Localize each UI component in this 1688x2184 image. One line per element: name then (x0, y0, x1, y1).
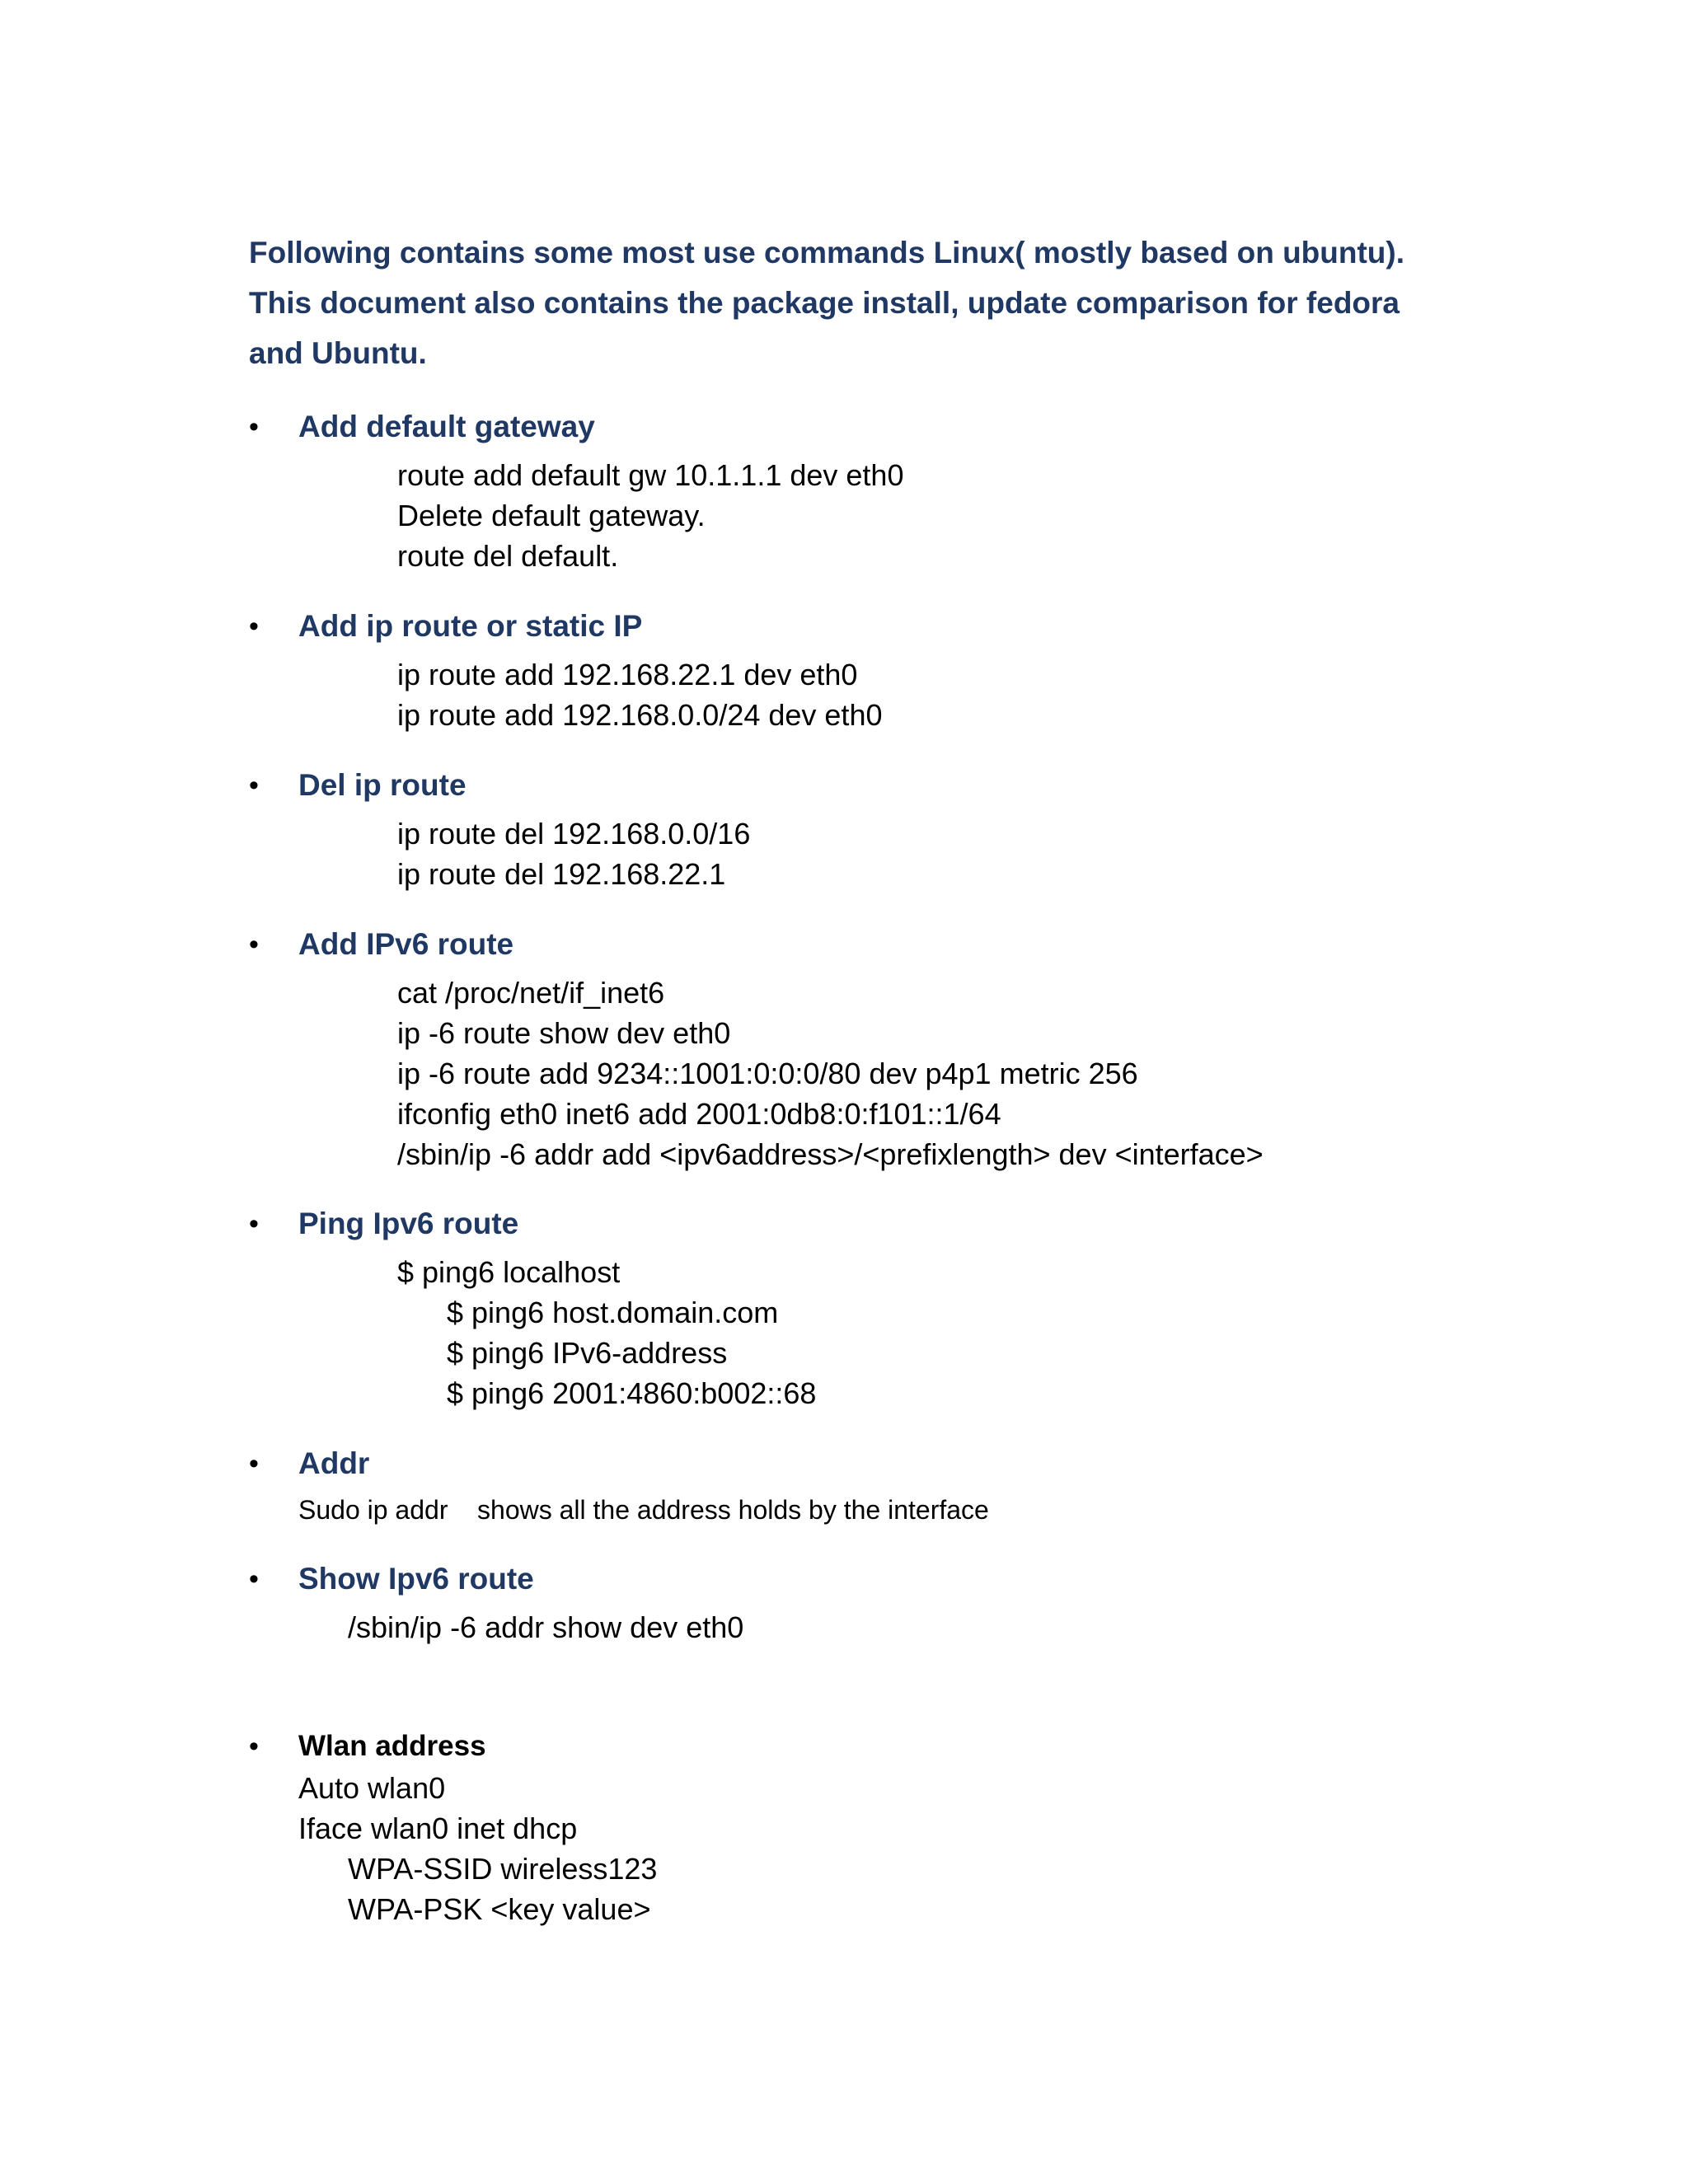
command-line: Iface wlan0 inet dhcp (298, 1811, 578, 1845)
command-line: ip -6 route show dev eth0 (397, 1016, 731, 1050)
command-line: ip route del 192.168.22.1 (397, 857, 726, 891)
section-title: Addr (298, 1446, 370, 1480)
intro-line-2: This document also contains the package install, update comparison for fedora (249, 286, 1400, 320)
command-line: $ ping6 localhost (397, 1255, 621, 1289)
section-title: Del ip route (298, 768, 467, 802)
section-wlan (249, 1725, 486, 1768)
section-title: Show Ipv6 route (298, 1562, 534, 1596)
command-line: Delete default gateway. (397, 499, 706, 532)
command-line: route del default. (397, 539, 619, 573)
bullet-icon: • (249, 929, 259, 960)
command-line: WPA-SSID wireless123 (348, 1852, 658, 1886)
section-show-ipv6 (249, 1558, 534, 1601)
bullet-icon: • (249, 411, 259, 443)
command-line: ip route del 192.168.0.0/16 (397, 817, 751, 851)
section-title: Add ip route or static IP (298, 609, 643, 643)
section-ipv6-route (249, 923, 513, 966)
command-line: /sbin/ip -6 addr show dev eth0 (348, 1610, 744, 1644)
command-line: ip route add 192.168.0.0/24 dev eth0 (397, 698, 883, 732)
bullet-icon: • (249, 1563, 259, 1595)
section-del-route (249, 764, 467, 807)
section-addr (249, 1442, 369, 1485)
intro-paragraph (249, 227, 1485, 378)
section-title: Add IPv6 route (298, 927, 514, 961)
command-line: cat /proc/net/if_inet6 (397, 976, 665, 1010)
bullet-icon: • (249, 1731, 259, 1762)
intro-line-3: and Ubuntu. (249, 336, 427, 370)
command-line: ip route add 192.168.22.1 dev eth0 (397, 658, 858, 691)
command-line: $ ping6 2001:4860:b002::68 (447, 1376, 817, 1410)
command-line: /sbin/ip -6 addr add <ipv6address>/<prefixlength> dev <interface> (397, 1137, 1264, 1171)
section-title: Ping Ipv6 route (298, 1207, 519, 1240)
bullet-icon: • (249, 1208, 259, 1240)
bullet-icon: • (249, 1448, 259, 1479)
command-line: Sudo ip addr shows all the address holds by the interface (298, 1495, 989, 1525)
command-line: ifconfig eth0 inet6 add 2001:0db8:0:f101::1/64 (397, 1097, 1001, 1131)
command-line: Auto wlan0 (298, 1771, 446, 1805)
section-ping-ipv6 (249, 1202, 518, 1245)
section-title: Wlan address (298, 1730, 486, 1762)
command-line: $ ping6 host.domain.com (447, 1296, 779, 1329)
intro-line-1: Following contains some most use commands Linux( mostly based on ubuntu). (249, 236, 1405, 269)
command-line: route add default gw 10.1.1.1 dev eth0 (397, 458, 904, 492)
section-gateway (249, 405, 595, 448)
command-line: WPA-PSK <key value> (348, 1892, 651, 1926)
command-line: $ ping6 IPv6-address (447, 1336, 728, 1370)
bullet-icon: • (249, 611, 259, 642)
command-line: ip -6 route add 9234::1001:0:0:0/80 dev p4p1 metric 256 (397, 1057, 1138, 1090)
bullet-icon: • (249, 770, 259, 801)
section-static-ip (249, 605, 642, 648)
section-title: Add default gateway (298, 410, 595, 443)
